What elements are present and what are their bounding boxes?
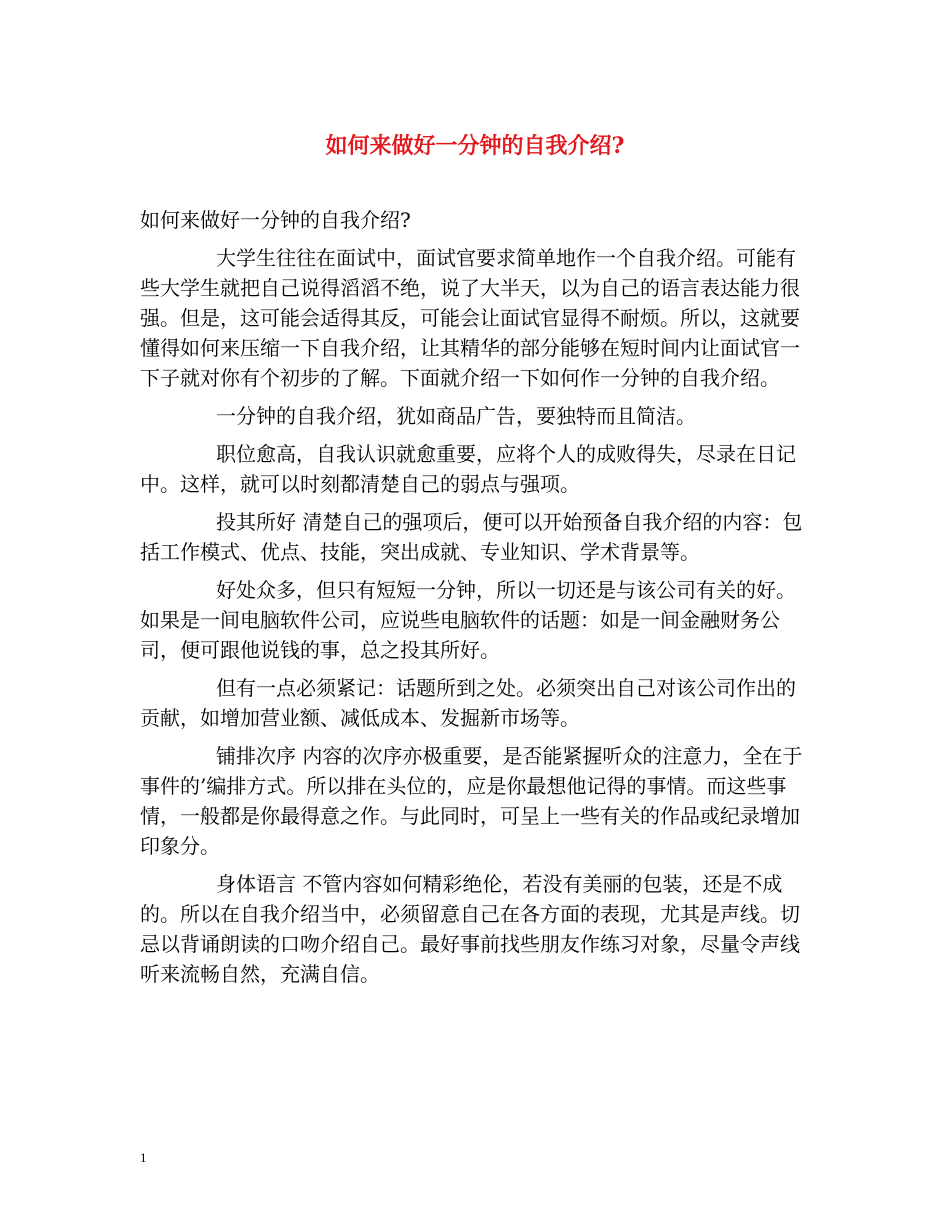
paragraph-cater: 投其所好 清楚自己的强项后，便可以开始预备自我介绍的内容：包括工作模式、优点、技能，突出成就、专业知识、学术背景等。	[140, 510, 803, 564]
paragraph-contribution: 但有一点必须紧记：话题所到之处。必须突出自己对该公司作出的贡献，如增加营业额、减低成本、发掘新市场等。	[140, 676, 796, 730]
paragraph-body-language: 身体语言 不管内容如何精彩绝伦，若没有美丽的包装，还是不成的。所以在自我介绍当中，必须留意自己在各方面的表现，尤其是声线。切忌以背诵朗读的口吻介绍自己。最好事前找些朋友作练习对象，尽量令声线听来流畅自然，充满自信。	[140, 872, 800, 986]
paragraph-intro: 大学生往往在面试中，面试官要求简单地作一个自我介绍。可能有些大学生就把自己说得滔滔不绝，说了大半天，以为自己的语言表达能力很强。但是，这可能会适得其反，可能会让面试官显得不耐烦。所以，这就要懂得如何来压缩一下自我介绍，让其精华的部分能够在短时间内让面试官一下子就对你有个初步的了解。下面就介绍一下如何作一分钟的自我介绍。	[140, 246, 800, 390]
paragraph-company-related: 好处众多，但只有短短一分钟，所以一切还是与该公司有关的好。如果是一间电脑软件公司，应说些电脑软件的话题：如是一间金融财务公司，便可跟他说钱的事，总之投其所好。	[140, 578, 796, 662]
subtitle: 如何来做好一分钟的自我介绍?	[140, 208, 411, 232]
paragraph-product-ad: 一分钟的自我介绍，犹如商品广告，要独特而且简洁。	[216, 404, 696, 428]
page-number: 1	[140, 1150, 147, 1165]
paragraph-ordering: 铺排次序 内容的次序亦极重要，是否能紧握听众的注意力，全在于事件的’编排方式。所以排在头位的，应是你最想他记得的事情。而这些事情，一般都是你最得意之作。与此同时，可呈上一些有关的作品或纪录增加印象分。	[140, 744, 803, 858]
document-body	[140, 205, 812, 989]
page-title: 如何来做好一分钟的自我介绍?	[325, 133, 625, 159]
paragraph-self-knowledge: 职位愈高，自我认识就愈重要，应将个人的成败得失，尽录在日记中。这样，就可以时刻都清楚自己的弱点与强项。	[140, 442, 796, 496]
